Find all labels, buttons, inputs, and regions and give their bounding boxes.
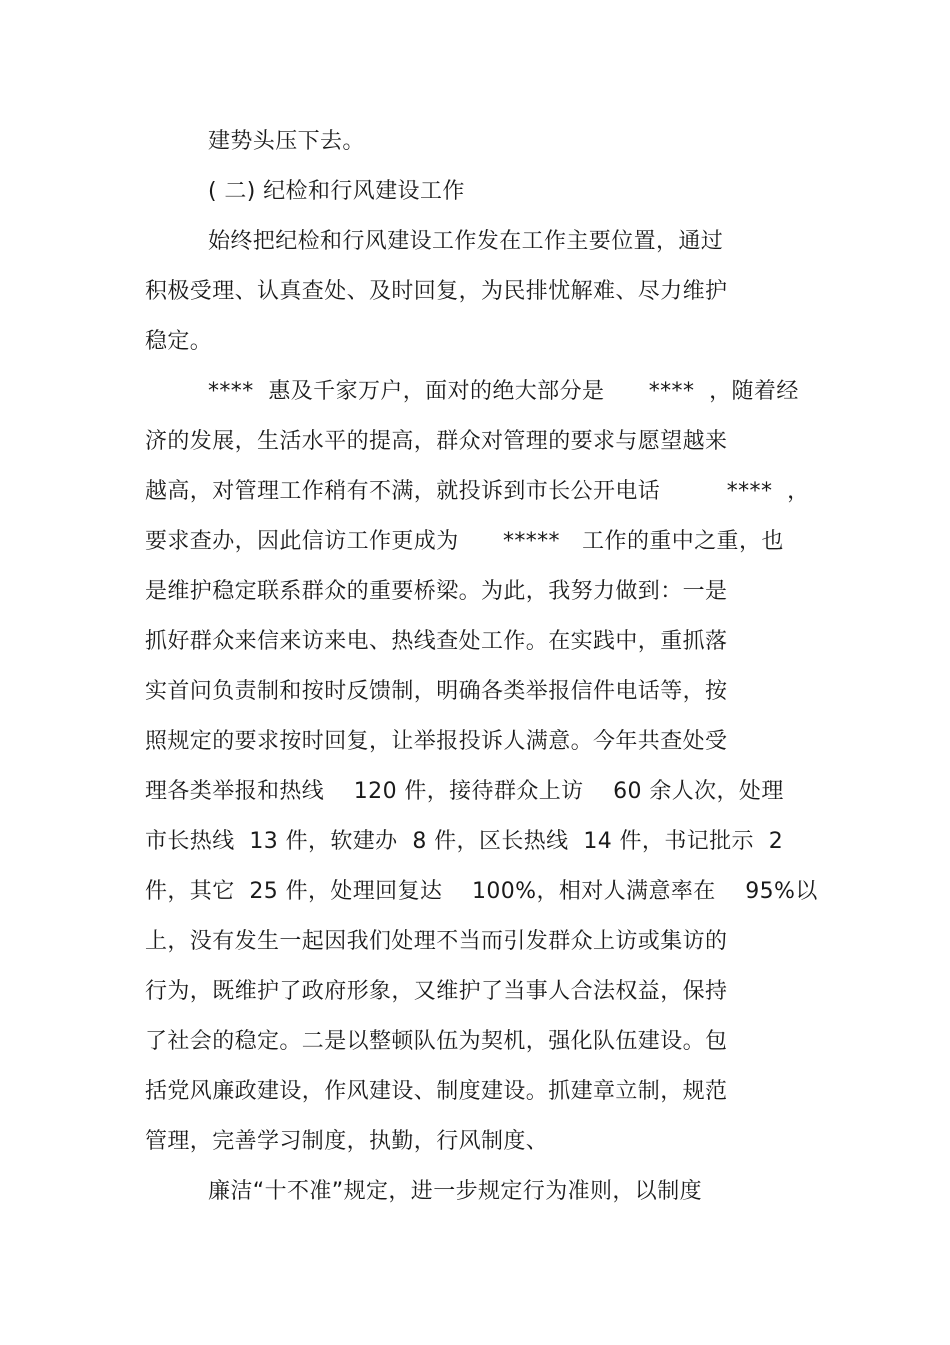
text-line: 始终把纪检和行风建设工作发在工作主要位置，通过 <box>208 229 724 254</box>
section-heading: ( 二) 纪检和行风建设工作 <box>208 179 465 204</box>
text-line: 廉洁“十不准”规定，进一步规定行为准则，以制度 <box>208 1179 702 1204</box>
text-line: 实首问负责制和按时反馈制，明确各类举报信件电话等，按 <box>145 679 728 704</box>
text-line: 稳定。 <box>145 329 213 354</box>
text-line: 抓好群众来信来访来电、热线查处工作。在实践中，重抓落 <box>145 629 728 654</box>
text-line: 越高，对管理工作稍有不满，就投诉到市长公开电话 **** ， <box>145 479 810 504</box>
text-line: 照规定的要求按时回复，让举报投诉人满意。今年共查处受 <box>145 729 728 754</box>
text-line: 要求查办，因此信访工作更成为 ***** 工作的重中之重，也 <box>145 529 784 554</box>
text-line: 了社会的稳定。二是以整顿队伍为契机，强化队伍建设。包 <box>145 1029 728 1054</box>
text-line: **** 惠及千家万户，面对的绝大部分是 **** ，随着经 <box>208 379 799 404</box>
text-line: 是维护稳定联系群众的重要桥梁。为此，我努力做到：一是 <box>145 579 728 604</box>
text-line: 建势头压下去。 <box>208 129 365 154</box>
text-line: 理各类举报和热线 120 件，接待群众上访 60 余人次，处理 <box>145 779 784 804</box>
text-line: 件，其它 25 件，处理回复达 100%，相对人满意率在 95%以 <box>145 879 818 904</box>
text-line: 济的发展，生活水平的提高，群众对管理的要求与愿望越来 <box>145 429 728 454</box>
text-line: 积极受理、认真查处、及时回复，为民排忧解难、尽力维护 <box>145 279 728 304</box>
text-line: 行为，既维护了政府形象，又维护了当事人合法权益，保持 <box>145 979 728 1004</box>
text-line: 市长热线 13 件，软建办 8 件，区长热线 14 件，书记批示 2 <box>145 829 784 854</box>
text-line: 括党风廉政建设，作风建设、制度建设。抓建章立制，规范 <box>145 1079 728 1104</box>
text-line: 管理，完善学习制度，执勤，行风制度、 <box>145 1129 549 1154</box>
text-line: 上，没有发生一起因我们处理不当而引发群众上访或集访的 <box>145 929 728 954</box>
